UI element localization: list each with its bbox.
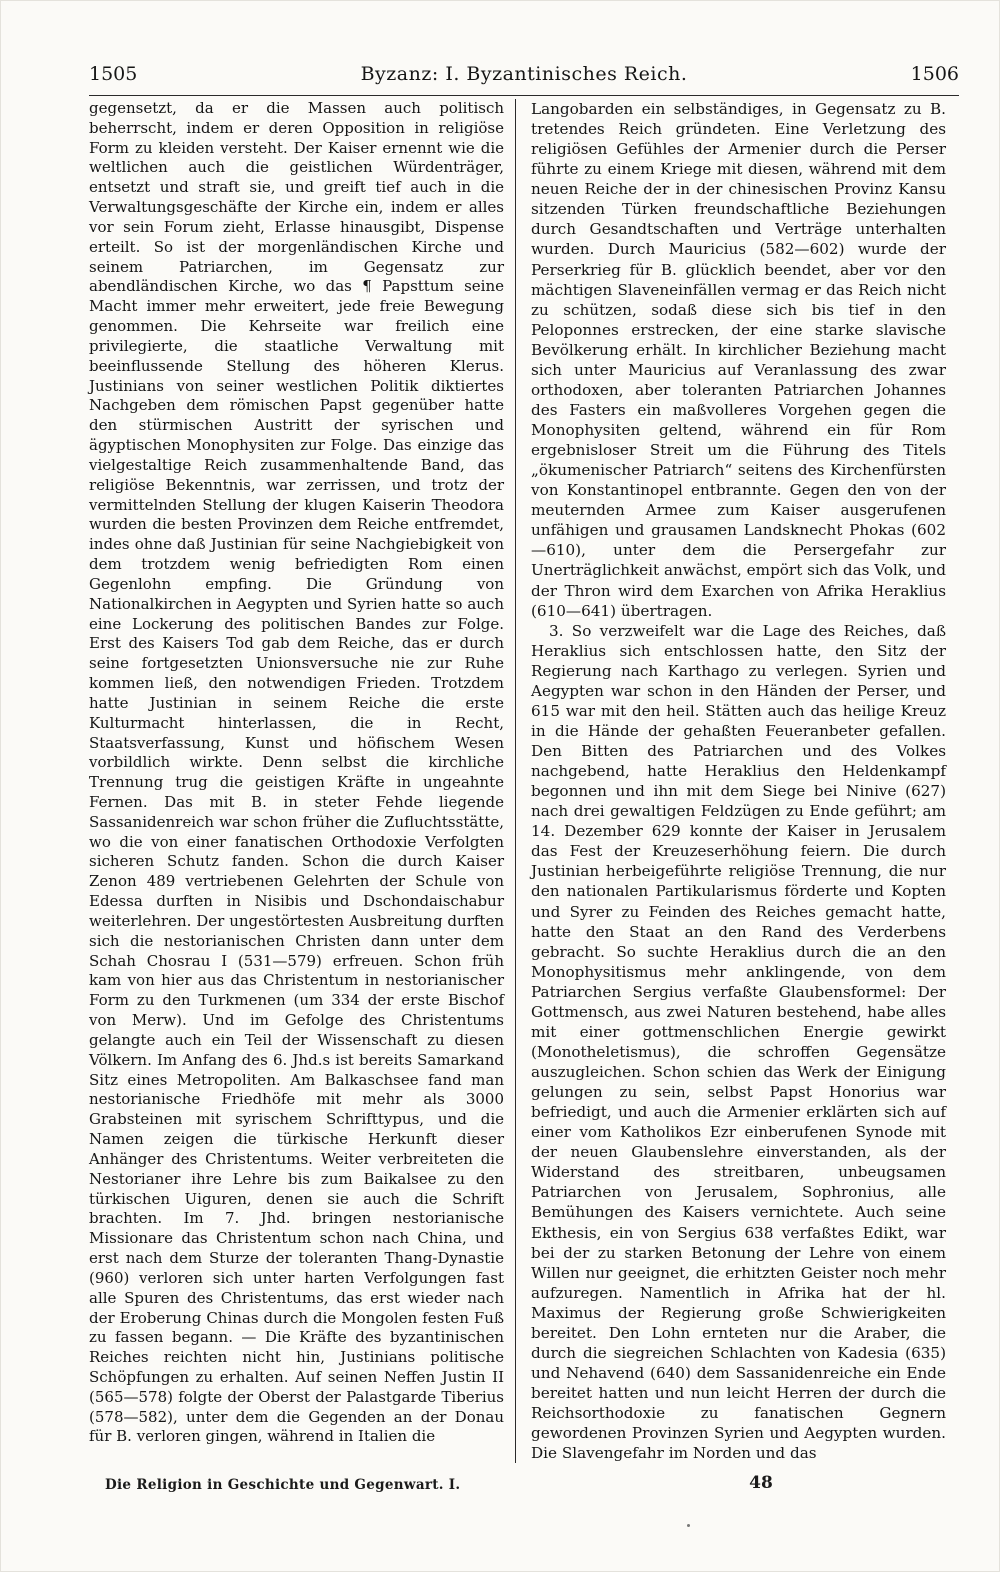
page-header bbox=[89, 63, 959, 87]
right-column-paragraph-1: Langobarden ein selbständiges, in Gegensatz zu B. tretendes Reich gründeten. Eine Verletzung des religiösen Gefühles der Armenier durch die Perser führte zu einem Kriege mit diesen, während mit dem neuen Reiche der in der chinesischen Provinz Kansu sitzenden Türken freundschaftliche Beziehungen durch Gesandtschaften und Verträge unterhalten wurden. Durch Mauricius (582—602) wurde der Perserkrieg für B. glücklich beendet, aber vor den mächtigen Slaveneinfällen vermag er das Reich nicht zu schützen, sodaß diese sich bis tief in den Peloponnes erstrecken, der eine starke slavische Bevölkerung erhält. In kirchlicher Beziehung macht sich unter Mauricius auf Veranlassung des zwar orthodoxen, aber toleranten Patriarchen Johannes des Fasters ein maßvolleres Vorgehen gegen die Monophysiten geltend, während ein für Rom ergebnisloser Streit um die Führung des Titels „ökumenischer Patriarch“ seitens des Kirchenfürsten von Konstantinopel entbrannte. Gegen den von der meuternden Armee zum Kaiser ausgerufenen unfähigen und grausamen Landsknecht Phokas (602—610), unter dem die Persergefahr zur Unerträglichkeit anwächst, empört sich das Volk, und der Thron wird dem Exarchen von Afrika Heraklius (610—641) übertragen. bbox=[531, 100, 947, 620]
sheet-number: 48 bbox=[749, 1473, 773, 1493]
running-title: Byzanz: I. Byzantinisches Reich. bbox=[360, 63, 688, 85]
header-rule bbox=[89, 95, 959, 96]
left-column-text: gegensetzt, da er die Massen auch politisch beherrscht, indem er deren Opposition in religiöse Form zu kleiden versteht. Der Kaiser ernennt wie die weltlichen auch die geistlichen Würdenträger, entsetzt und straft sie, und greift tief auch in die Verwaltungsgeschäfte der Kirche ein, indem er alles vor sein Forum zieht, Erlasse hinausgibt, Dispense erteilt. So ist der morgenländischen Kirche und seinem Patriarchen, im Gegensatz zur abendländischen Kirche, wo das ¶ Papsttum seine Macht immer mehr erweitert, jede freie Bewegung genommen. Die Kehrseite war freilich eine privilegierte, die staatliche Verwaltung mit beeinflussende Stellung des höheren Klerus. Justinians von seiner westlichen Politik diktiertes Nachgeben dem römischen Papst gegenüber hatte den stürmischen Austritt der syrischen und ägyptischen Monophysiten zur Folge. Das einzige das vielgestaltige Reich zusammenhaltende Band, das religiöse Bekenntnis, war zerrissen, und trotz der vermittelnden Stellung der klugen Kaiserin Theodora wurden die besten Provinzen dem Reiche entfremdet, indes ohne daß Justinian für seine Nachgiebigkeit von dem trotzdem wenig befriedigten Rom einen Gegenlohn empfing. Die Gründung von Nationalkirchen in Aegypten und Syrien hatte so auch eine Lockerung des politischen Bandes zur Folge. Erst des Kaisers Tod gab dem Reiche, das er durch seine fortgesetzten Unionsversuche nie zur Ruhe kommen ließ, den notwendigen Frieden. Trotzdem hatte Justinian in seinem Reiche die erste Kulturmacht hinterlassen, die in Recht, Staatsverfassung, Kunst und höfischem Wesen vorbildlich wirkte. Denn selbst die kirchliche Trennung trug die geistigen Kräfte in ungeahnte Fernen. Das mit B. in steter Fehde liegende Sassanidenreich war schon früher die Zufluchtsstätte, wo die von einer fanatischen Orthodoxie Verfolgten sicheren Schutz fanden. Schon die durch Kaiser Zenon 489 vertriebenen Gelehrten der Schule von Edessa durften in Nisibis und Dschondaischabur weiterlehren. Der ungestörtesten Ausbreitung durften sich die nestorianischen Christen dann unter dem Schah Chosrau I (531—579) erfreuen. Schon früh kam von hier aus das Christentum in nestorianischer Form zu den Turkmenen (um 334 der erste Bischof von Merw). Und im Gefolge des Christentums gelangte auch ein Teil der Wissenschaft zu diesen Völkern. Im Anfang des 6. Jhd.s ist bereits Samarkand Sitz eines Metropoliten. Am Balkaschsee fand man nestorianische Friedhöfe mit mehr als 3000 Grabsteinen mit syrischem Schrifttypus, und die Namen zeigen die türkische Herkunft dieser Anhänger des Christentums. Weiter verbreiteten die Nestorianer ihre Lehre bis zum Baikalsee zu den türkischen Uiguren, denen sie auch die Schrift brachten. Im 7. Jhd. bringen nestorianische Missionare das Christentum schon nach China, und erst nach dem Sturze der toleranten Thang-Dynastie (960) verloren sich unter harten Verfolgungen fast alle Spuren des Christentums, das erst wieder nach der Eroberung Chinas durch die Mongolen festen Fuß zu fassen begann. — Die Kräfte des byzantinischen Reiches reichten nicht hin, Justinians politische Schöpfungen zu erhalten. Auf seinen Neffen Justin II (565—578) folgte der Oberst der Palastgarde Tiberius (578—582), unter dem die Gegenden an der Donau für B. verloren gingen, während in Italien die bbox=[89, 99, 504, 1446]
footer-work-title: Die Religion in Geschichte und Gegenwart. I. bbox=[105, 1477, 461, 1493]
print-speck bbox=[687, 1524, 690, 1527]
right-column-number: 1506 bbox=[910, 63, 959, 85]
right-column-paragraph-2: 3. So verzweifelt war die Lage des Reiches, daß Heraklius sich entschlossen hatte, den Sitz der Regierung nach Karthago zu verlegen. Syrien und Aegypten war schon in den Händen der Perser, und 615 war mit den heil. Stätten auch das heilige Kreuz in die Hände der gehaßten Feueranbeter gefallen. Den Bitten des Patriarchen und des Volkes nachgebend, hatte Heraklius den Heldenkampf begonnen und ihn mit dem Siege bei Ninive (627) nach drei gewaltigen Feldzügen zu Ende geführt; am 14. Dezember 629 konnte der Kaiser in Jerusalem das Fest der Kreuzeserhöhung feiern. Die durch Justinian herbeigeführte religiöse Trennung, die nur den nationalen Partikularismus förderte und Kopten und Syrer zu Feinden des Reiches gemacht hatte, hatte den Staat an den Rand des Verderbens gebracht. So suchte Heraklius durch die an den Monophysitismus mehr anklingende, von dem Patriarchen Sergius verfaßte Glaubensformel: Der Gottmensch, aus zwei Naturen bestehend, habe alles mit einer gottmenschlichen Energie gewirkt (Monotheletismus), die schroffen Gegensätze auszugleichen. Schon schien das Werk der Einigung gelungen zu sein, selbst Papst Honorius war befriedigt, und auch die Armenier erklärten sich auf einer vom Katholikos Ezr einberufenen Synode mit der neuen Glaubenslehre einverstanden, als der Widerstand des streitbaren, unbeugsamen Patriarchen von Jerusalem, Sophronius, alle Bemühungen des Kaisers vernichtete. Auch seine Ekthesis, ein von Sergius 638 verfaßtes Edikt, war bei der zu starken Betonung der Lehre von einem Willen nur geeignet, die erhitzten Geister noch mehr aufzuregen. Namentlich in Afrika hat der hl. Maximus der Regierung große Schwierigkeiten bereitet. Den Lohn ernteten nur die Araber, die durch die siegreichen Schlachten von Kadesia (635) und Nehavend (640) dem Sassanidenreiche ein Ende bereitet hatten und nun leicht Herren der durch die Reichsorthodoxie zu fanatischen Gegnern gewordenen Provinzen Syrien und Aegypten wurden. Die Slavengefahr im Norden und das bbox=[531, 621, 946, 1463]
left-column bbox=[89, 99, 504, 1447]
left-column-number: 1505 bbox=[89, 63, 138, 85]
right-column bbox=[531, 99, 946, 1463]
column-divider bbox=[515, 99, 516, 1463]
